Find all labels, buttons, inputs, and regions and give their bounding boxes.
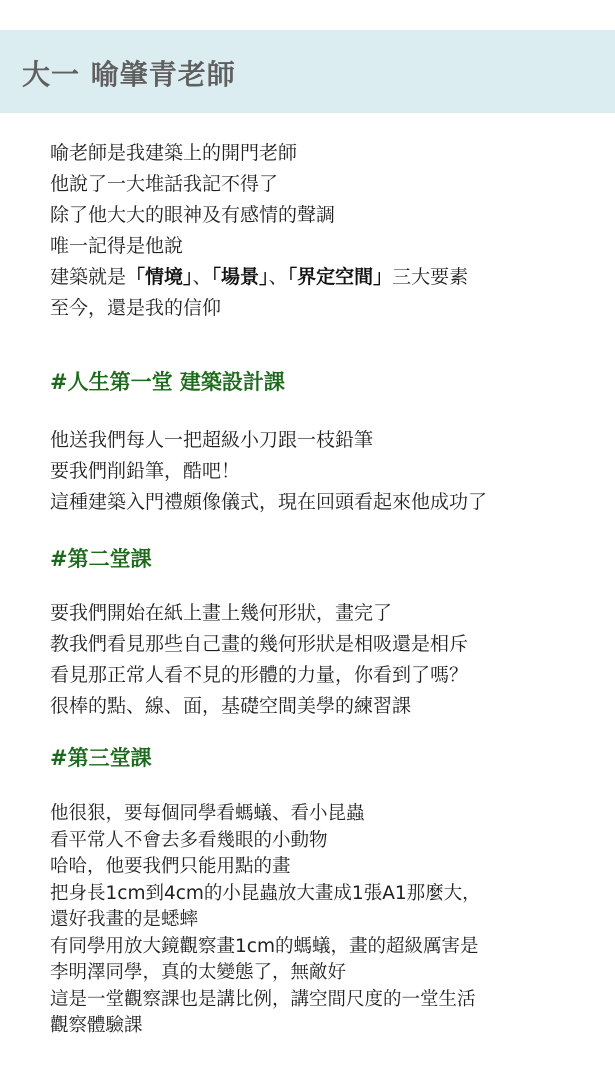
text-line: 看見那正常人看不見的形體的力量，你看到了嗎？ [50, 664, 469, 686]
text-line: 他很狠，要每個同學看螞蟻、看小昆蟲 [50, 803, 365, 824]
term-scene: 「場景」 [211, 266, 269, 288]
text-line: 看平常人不會去多看幾眼的小動物 [50, 829, 328, 851]
text-line: 有同學用放大鏡觀察畫1cm的螞蟻，畫的超級厲害是 [50, 935, 479, 957]
text-line: 這種建築入門禮頗像儀式，現在回頭看起來他成功了 [50, 491, 488, 513]
text-line: 很棒的點、線、面，基礎空間美學的練習課 [50, 695, 412, 717]
text-line: 這是一堂觀察課也是講比例，講空間尺度的一堂生活 [50, 988, 476, 1010]
key-concepts-line [50, 262, 468, 293]
text-line: 要我們開始在紙上畫上幾何形狀，畫完了 [50, 602, 393, 624]
text-line: 觀察體驗課 [50, 1015, 143, 1036]
section-paragraph [50, 598, 468, 722]
key-line-suffix: 三大要素 [392, 266, 469, 288]
separator: 、 [192, 266, 212, 288]
section-paragraph [50, 801, 481, 1040]
page-title: 大一 喻肇青老師 [22, 58, 236, 91]
text-line: 教我們看見那些自己畫的幾何形狀是相吸還是相斥 [50, 633, 469, 655]
text-line: 要我們削鉛筆，酷吧！ [50, 460, 241, 482]
text-line: 哈哈，他要我們只能用點的畫 [50, 856, 291, 877]
term-defined-space: 「界定空間」 [287, 266, 393, 288]
section-heading: #第二堂課 [50, 547, 152, 571]
section-paragraph [50, 425, 487, 518]
text-line: 喻老師是我建築上的開門老師 [50, 142, 298, 164]
section-heading: #第三堂課 [50, 746, 152, 770]
intro-paragraph [50, 138, 468, 324]
text-line: 把身長1cm到4cm的小昆蟲放大畫成1張A1那麼大， [50, 882, 481, 904]
text-line: 唯一記得是他說 [50, 235, 184, 257]
text-line: 他送我們每人一把超級小刀跟一枝鉛筆 [50, 429, 374, 451]
key-line-prefix: 建築就是 [50, 266, 127, 288]
text-line: 除了他大大的眼神及有感情的聲調 [50, 204, 336, 226]
text-line: 至今，還是我的信仰 [50, 297, 222, 319]
term-situation: 「情境」 [126, 266, 193, 288]
section-heading: #人生第一堂 建築設計課 [50, 370, 285, 394]
text-line: 他說了一大堆話我記不得了 [50, 173, 279, 195]
text-line: 李明澤同學，真的太變態了，無敵好 [50, 962, 347, 983]
text-line: 還好我畫的是蟋蟀 [50, 909, 199, 930]
separator: 、 [268, 266, 288, 288]
